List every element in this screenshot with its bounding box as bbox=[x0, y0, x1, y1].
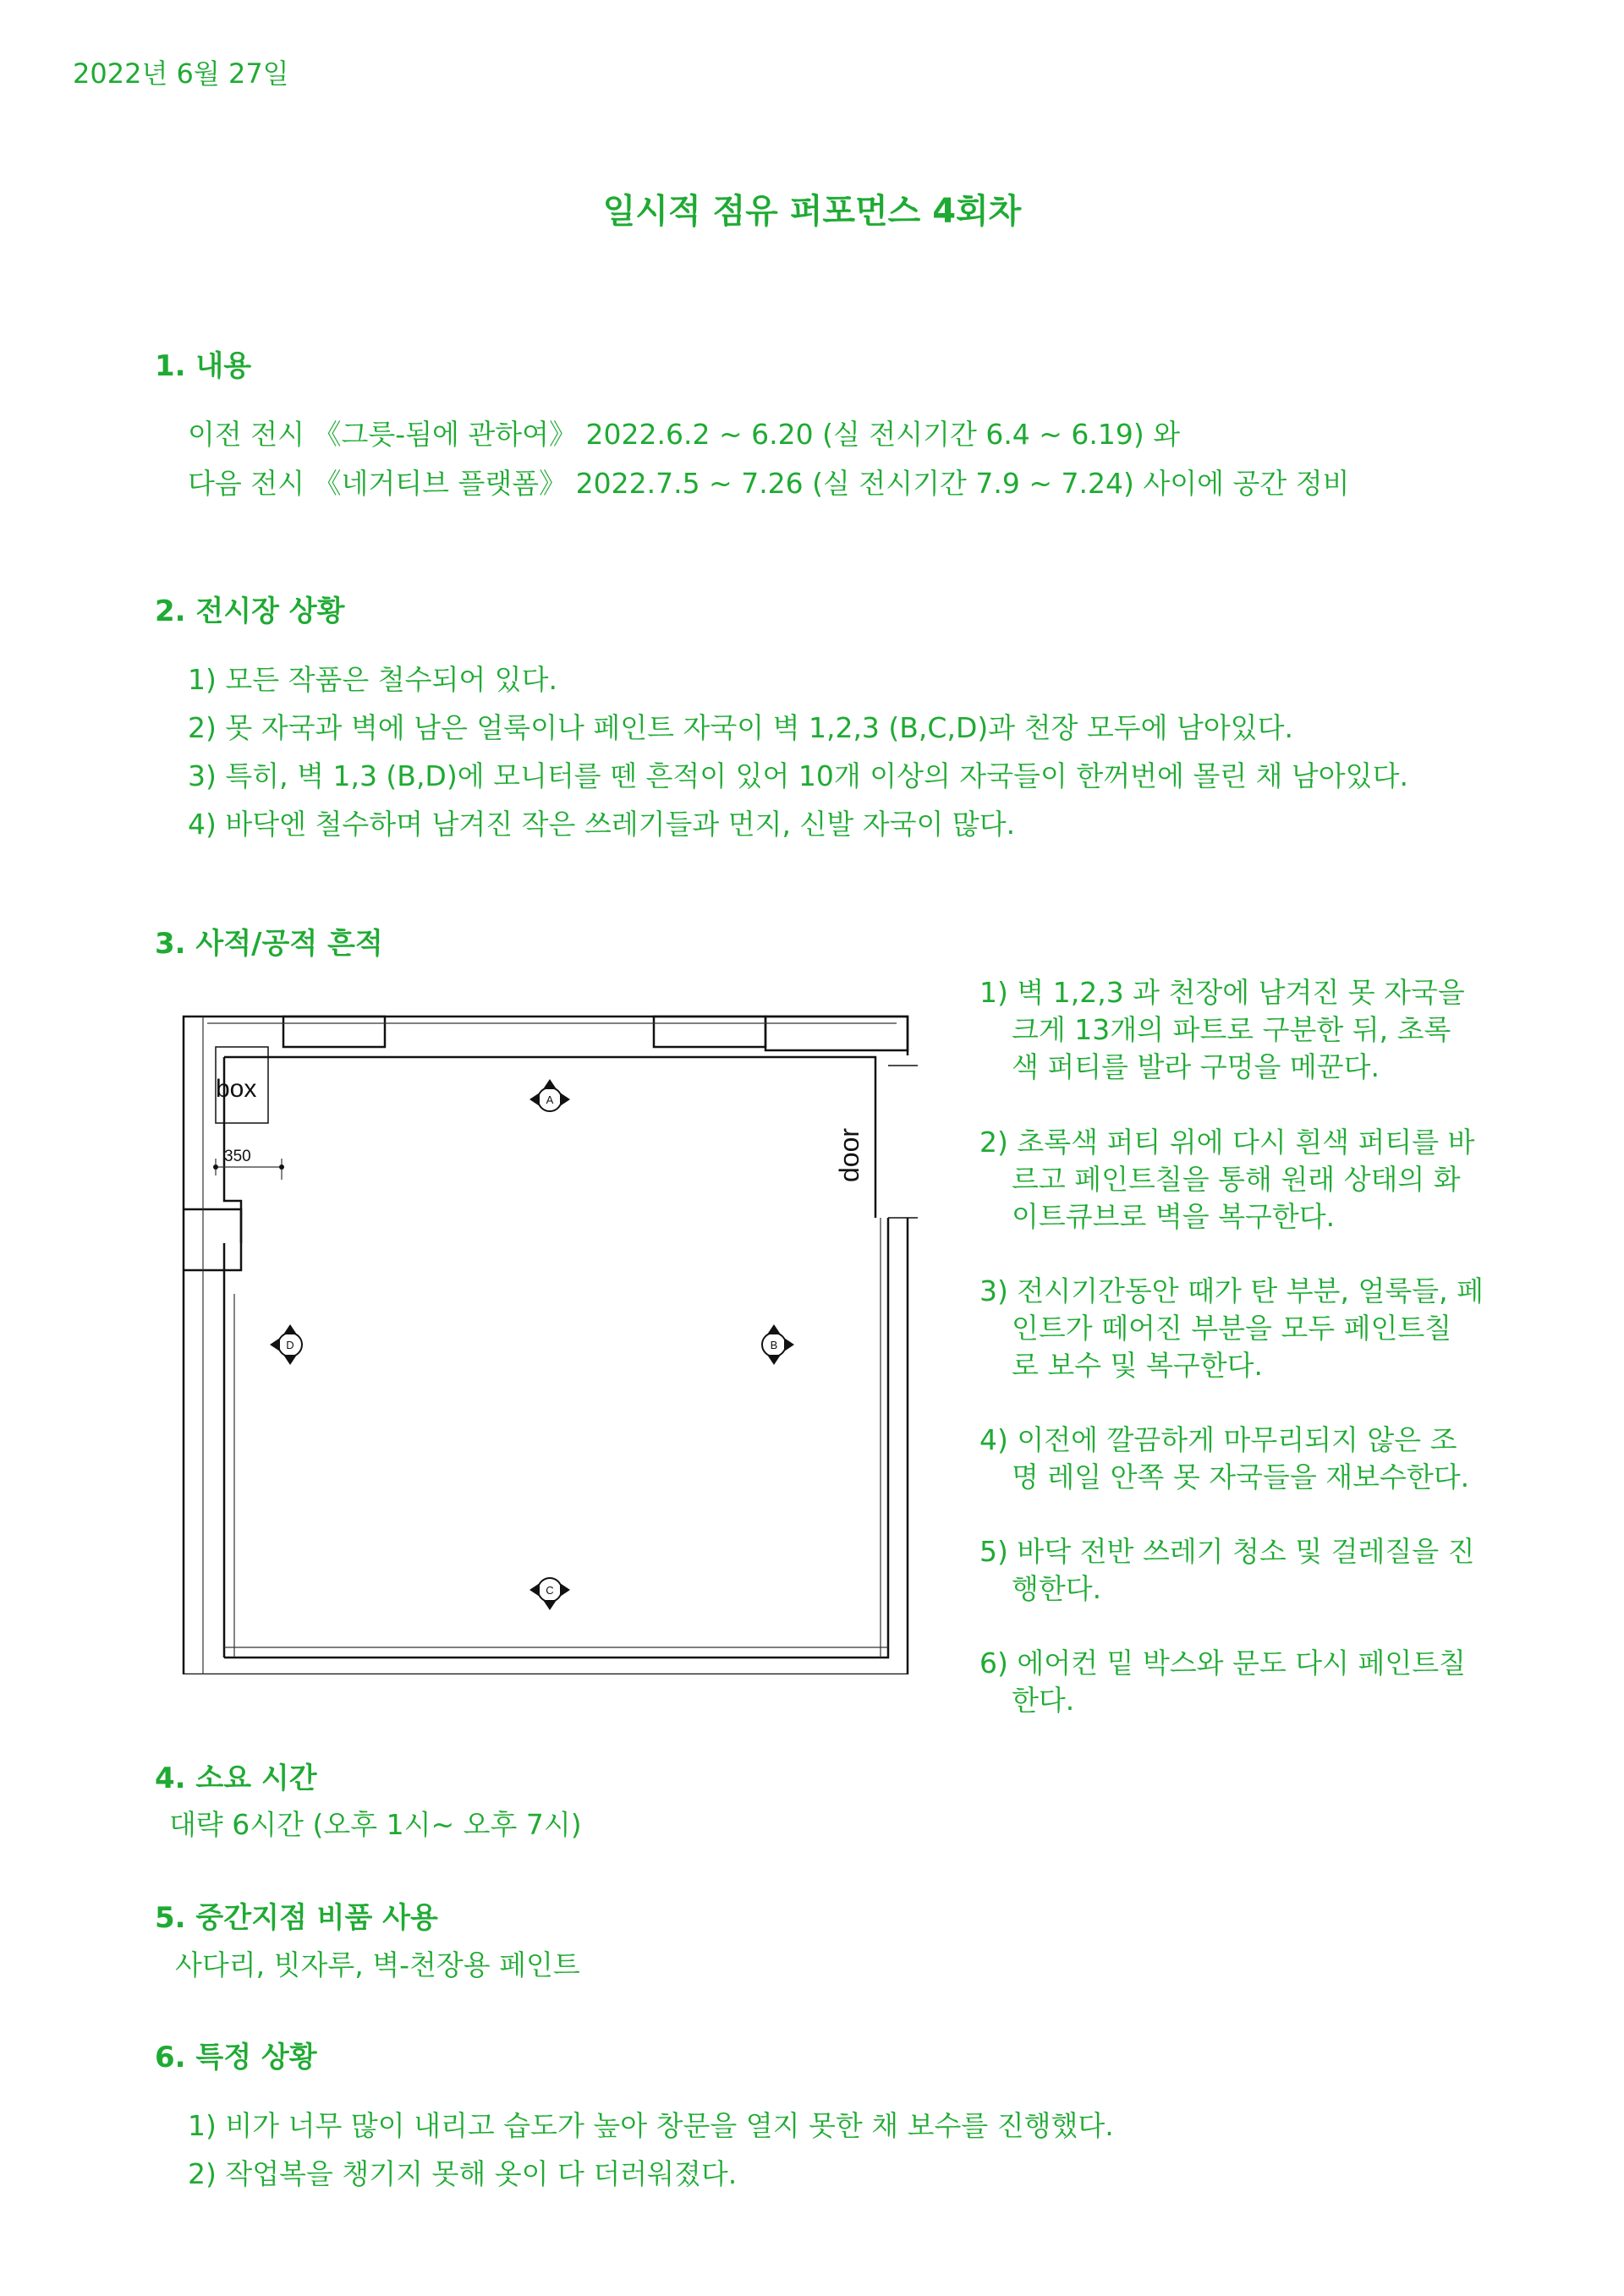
marker-b-label: B bbox=[770, 1339, 778, 1351]
section-3-note-3b: 인트가 떼어진 부분을 모두 페인트칠 bbox=[1012, 1312, 1452, 1345]
door-label: door bbox=[834, 1127, 864, 1182]
section-3-note-6a: 6) 에어컨 밑 박스와 문도 다시 페인트칠 bbox=[979, 1647, 1466, 1680]
section-3-note-5b: 행한다. bbox=[1012, 1572, 1102, 1605]
document-title: 일시적 점유 퍼포먼스 4회차 bbox=[602, 192, 1022, 231]
section-1-heading: 1. 내용 bbox=[155, 349, 252, 383]
section-3-note-4b: 명 레일 안쪽 못 자국들을 재보수한다. bbox=[1012, 1460, 1470, 1493]
section-5-heading: 5. 중간지점 비품 사용 bbox=[155, 1901, 438, 1935]
section-3-note-1b: 크게 13개의 파트로 구분한 뒤, 초록 bbox=[1012, 1013, 1451, 1046]
section-3-note-3a: 3) 전시기간동안 때가 탄 부분, 얼룩들, 페 bbox=[979, 1274, 1484, 1307]
section-6-line-2: 2) 작업복을 챙기지 못해 옷이 다 더러워졌다. bbox=[188, 2157, 738, 2190]
section-6-line-1: 1) 비가 너무 많이 내리고 습도가 높아 창문을 열지 못한 채 보수를 진행했다. bbox=[188, 2109, 1114, 2142]
section-3-note-1a: 1) 벽 1,2,3 과 천장에 남겨진 못 자국을 bbox=[979, 976, 1465, 1009]
marker-a-label: A bbox=[546, 1093, 554, 1106]
section-3-note-5a: 5) 바닥 전반 쓰레기 청소 및 걸레질을 진 bbox=[979, 1535, 1475, 1568]
section-2-heading: 2. 전시장 상황 bbox=[155, 595, 345, 628]
section-4-heading: 4. 소요 시간 bbox=[155, 1762, 317, 1795]
section-1-line-2: 다음 전시 《네거티브 플랫폼》 2022.7.5 ~ 7.26 (실 전시기간 7.9 ~ 7.24) 사이에 공간 정비 bbox=[188, 467, 1350, 500]
section-3-note-2c: 이트큐브로 벽을 복구한다. bbox=[1012, 1200, 1336, 1233]
document-date: 2022년 6월 27일 bbox=[73, 58, 289, 90]
section-5-line-1: 사다리, 빗자루, 벽-천장용 페인트 bbox=[175, 1948, 580, 1981]
section-3-heading: 3. 사적/공적 흔적 bbox=[155, 927, 383, 961]
floor-plan bbox=[173, 1006, 918, 1674]
section-1-line-1: 이전 전시 《그릇-됨에 관하여》 2022.6.2 ~ 6.20 (실 전시기간 6.4 ~ 6.19) 와 bbox=[188, 418, 1181, 451]
section-3-note-2b: 르고 페인트칠을 통해 원래 상태의 화 bbox=[1012, 1163, 1461, 1196]
section-3-note-6b: 한다. bbox=[1012, 1684, 1075, 1717]
marker-d-label: D bbox=[286, 1339, 294, 1351]
section-3-note-1c: 색 퍼티를 발라 구멍을 메꾼다. bbox=[1012, 1050, 1380, 1083]
dimension-label: 350 bbox=[224, 1148, 251, 1165]
section-4-line-1: 대략 6시간 (오후 1시~ 오후 7시) bbox=[169, 1808, 582, 1841]
box-label: box bbox=[216, 1075, 257, 1103]
marker-c-label: C bbox=[546, 1584, 554, 1597]
section-3-note-3c: 로 보수 및 복구한다. bbox=[1012, 1349, 1263, 1382]
section-3-note-4a: 4) 이전에 깔끔하게 마무리되지 않은 조 bbox=[979, 1423, 1457, 1456]
section-6-heading: 6. 특정 상황 bbox=[155, 2041, 317, 2074]
section-3-note-2a: 2) 초록색 퍼티 위에 다시 흰색 퍼티를 바 bbox=[979, 1126, 1475, 1159]
section-2-line-3: 3) 특히, 벽 1,3 (B,D)에 모니터를 뗀 흔적이 있어 10개 이상의 자국들이 한꺼번에 몰린 채 남아있다. bbox=[188, 759, 1408, 792]
section-2-line-2: 2) 못 자국과 벽에 남은 얼룩이나 페인트 자국이 벽 1,2,3 (B,C,D)과 천장 모두에 남아있다. bbox=[188, 711, 1293, 744]
section-2-line-1: 1) 모든 작품은 철수되어 있다. bbox=[188, 663, 557, 696]
section-2-line-4: 4) 바닥엔 철수하며 남겨진 작은 쓰레기들과 먼지, 신발 자국이 많다. bbox=[188, 808, 1016, 841]
